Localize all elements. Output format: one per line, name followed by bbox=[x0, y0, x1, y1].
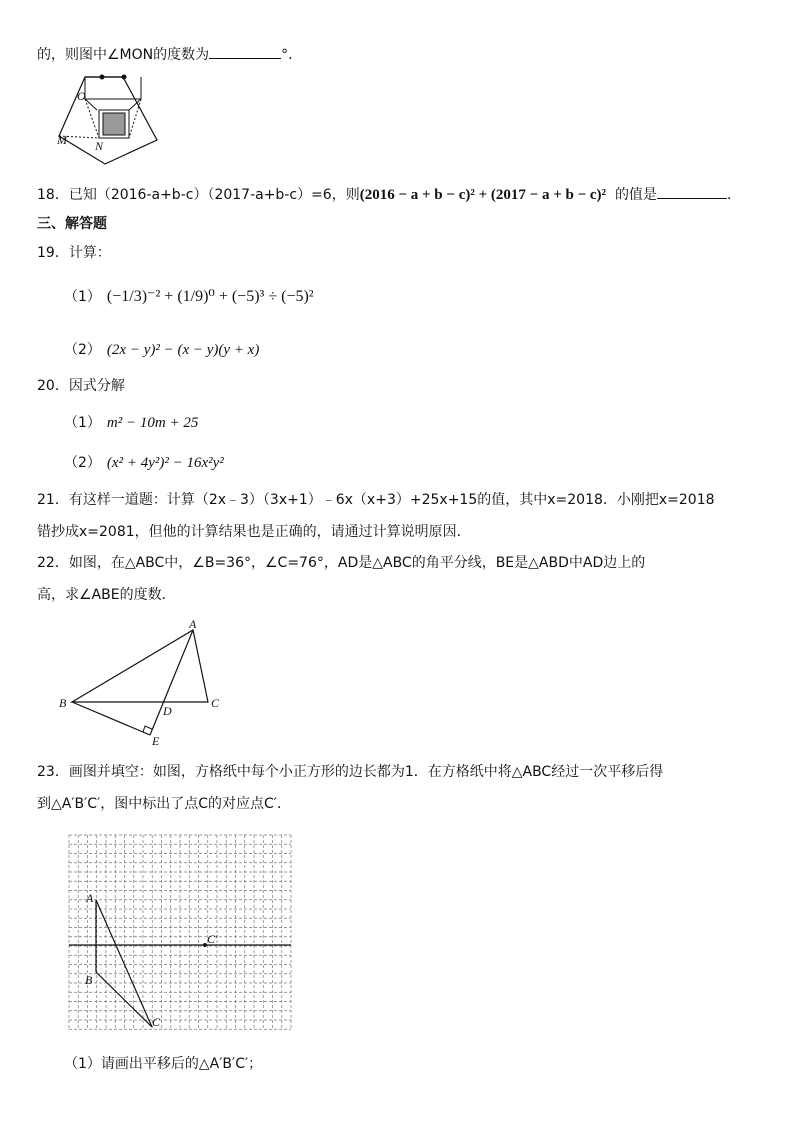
q23-line1: 23．画图并填空：如图，方格纸中每个小正方形的边长都为1．在方格纸中将△ABC经过一次平移后得 bbox=[37, 764, 664, 780]
q20-p1-label: （1） bbox=[64, 415, 101, 431]
fig22-label-e: E bbox=[152, 734, 160, 748]
q19-p2-expression: (2x − y)² − (x − y)(y + x) bbox=[106, 342, 260, 358]
fig22-label-c: C bbox=[211, 696, 220, 710]
q20-p2-expression: (x² + 4y²)² − 16x²y² bbox=[106, 455, 224, 471]
q22-line1: 22．如图，在△ABC中，∠B=36°，∠C=76°，AD是△ABC的角平分线，BE是△ABD中AD边上的 bbox=[37, 555, 646, 571]
q21-line1: 21．有这样一道题：计算（2x﹣3）（3x+1）﹣6x（x+3）+25x+15的值，其中x=2018．小刚把x=2018 bbox=[37, 492, 715, 508]
q23-part1: （1）请画出平移后的△A′B′C′； bbox=[64, 1056, 263, 1072]
q17-text: 的，则图中∠MON的度数为 bbox=[37, 47, 210, 63]
q17-end: °． bbox=[281, 47, 303, 63]
q18-suffix: 的值是 bbox=[614, 187, 657, 203]
right-angle-mark bbox=[143, 726, 152, 732]
q19-part2 bbox=[64, 339, 259, 361]
fig17-label-m: M bbox=[57, 133, 67, 147]
fig23-label-a: A bbox=[86, 891, 94, 905]
fig17-label-n: N bbox=[95, 139, 104, 153]
vertex-dot-left bbox=[100, 75, 105, 80]
q20-part1 bbox=[64, 412, 198, 434]
q19-p2-label: （2） bbox=[64, 342, 101, 358]
q19-p1-label: （1） bbox=[64, 289, 101, 305]
triangle-abc bbox=[72, 630, 208, 702]
vertex-dot-right bbox=[122, 75, 127, 80]
q17-line bbox=[37, 44, 302, 65]
grid-lines bbox=[69, 835, 291, 1029]
gray-square bbox=[103, 113, 125, 135]
q18-prefix: 18．已知（2016-a+b-c）（2017-a+b-c）=6，则 bbox=[37, 187, 360, 203]
figure-23-grid bbox=[66, 832, 294, 1032]
figure-17-pentagon bbox=[55, 72, 165, 167]
fig23-label-c-prime: C′ bbox=[207, 932, 218, 946]
fig17-label-o: O bbox=[77, 89, 86, 103]
q22-line2: 高，求∠ABE的度数． bbox=[37, 587, 176, 603]
q21-line2: 错抄成x=2081，但他的计算结果也是正确的，请通过计算说明原因． bbox=[37, 524, 471, 540]
q20-part2 bbox=[64, 452, 224, 474]
q20-title: 20．因式分解 bbox=[37, 378, 125, 394]
q17-answer-blank[interactable] bbox=[209, 44, 281, 59]
q19-part1 bbox=[64, 286, 314, 308]
fig22-label-b: B bbox=[59, 696, 67, 710]
q18-answer-blank[interactable] bbox=[657, 184, 727, 199]
q19-title: 19．计算： bbox=[37, 245, 111, 261]
q18-line bbox=[37, 184, 741, 205]
fig22-label-a: A bbox=[189, 617, 197, 631]
segment-be bbox=[72, 702, 150, 735]
fig22-label-d: D bbox=[163, 704, 172, 718]
triangle-abc-grid bbox=[96, 900, 152, 1027]
fig23-label-b: B bbox=[85, 973, 93, 987]
segment-ad-extended bbox=[150, 630, 193, 735]
q18-expression: (2016 − a + b − c)² + (2017 − a + b − c)² bbox=[359, 187, 607, 203]
q19-p1-expression: (−1/3)⁻² + (1/9)⁰ + (−5)³ ÷ (−5)² bbox=[106, 288, 314, 305]
q23-line2: 到△A′B′C′，图中标出了点C的对应点C′． bbox=[37, 796, 291, 812]
figure-22-triangle bbox=[55, 615, 235, 750]
q18-end: ． bbox=[726, 187, 741, 203]
fig23-label-c: C bbox=[152, 1015, 161, 1029]
section-3-heading: 三、解答题 bbox=[37, 216, 107, 232]
q20-p2-label: （2） bbox=[64, 455, 101, 471]
q20-p1-expression: m² − 10m + 25 bbox=[106, 415, 199, 431]
